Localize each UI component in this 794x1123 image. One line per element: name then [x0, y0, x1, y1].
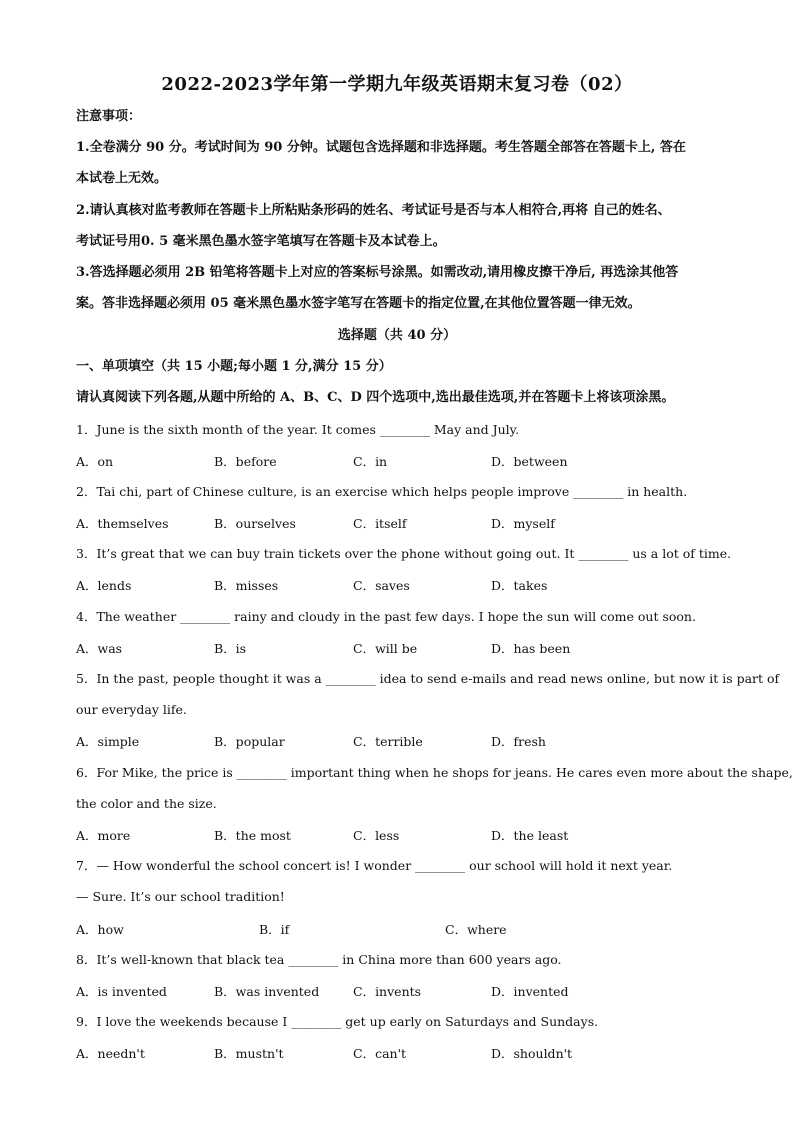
q2-option-c: C．itself: [353, 516, 407, 531]
q8-option-d: D．invented: [491, 984, 569, 999]
q8-option-a: A．is invented: [76, 984, 167, 999]
q1-option-d: D．between: [491, 454, 568, 469]
question-7: 7．— How wonderful the school concert is! I wonder ________ our school will hold it next year.: [76, 858, 673, 873]
q5-option-d: D．fresh: [491, 734, 546, 749]
question-1: 1．June is the sixth month of the year. It comes ________ May and July.: [76, 422, 520, 437]
notes-heading: 注意事项：: [76, 109, 142, 124]
q8-option-c: C．invents: [353, 984, 422, 999]
question-2: 2．Tai chi, part of Chinese culture, is an exercise which helps people improve ________ in health.: [76, 484, 688, 499]
section-heading: 选择题（共 40 分）: [337, 328, 457, 343]
question-6: 6．For Mike, the price is ________ important thing when he shops for jeans. He cares even more about the shape,: [76, 765, 793, 780]
q6-option-a: A．more: [76, 828, 131, 843]
instruction-text: 请认真阅读下列各题,从题中所给的 A、B、C、D 四个选项中,选出最佳选项,并在答题卡上将该项涂黑。: [76, 390, 675, 405]
q5-option-c: C．terrible: [353, 734, 423, 749]
q2-option-b: B．ourselves: [214, 516, 296, 531]
q7-option-b: B．if: [259, 922, 290, 937]
q2-option-a: A．themselves: [76, 516, 169, 531]
note-1-line-2: 本试卷上无效。: [76, 171, 168, 186]
q9-option-a: A．needn't: [76, 1046, 145, 1061]
q4-option-c: C．will be: [353, 641, 418, 656]
q7-option-c: C．where: [445, 922, 507, 937]
page-title: 2022-2023学年第一学期九年级英语期末复习卷（02）: [161, 74, 633, 95]
q6-option-d: D．the least: [491, 828, 569, 843]
question-4: 4．The weather ________ rainy and cloudy in the past few days. I hope the sun will come out soon.: [76, 609, 696, 624]
q9-option-b: B．mustn't: [214, 1046, 284, 1061]
q5-option-b: B．popular: [214, 734, 285, 749]
q4-option-a: A．was: [76, 641, 123, 656]
q3-option-a: A．lends: [76, 578, 132, 593]
note-2-line-1: 2.请认真核对监考教师在答题卡上所粘贴条形码的姓名、考试证号是否与本人相符合,再将 自己的姓名、: [76, 203, 671, 218]
part-heading: 一、单项填空（共 15 小题;每小题 1 分,满分 15 分）: [76, 359, 392, 374]
question-9: 9．I love the weekends because I ________ get up early on Saturdays and Sundays.: [76, 1014, 599, 1029]
q7-option-a: A．how: [76, 922, 124, 937]
question-5-cont: our everyday life.: [76, 702, 187, 717]
note-2-line-2: 考试证号用0. 5 毫米黑色墨水签字笔填写在答题卡及本试卷上。: [76, 234, 446, 249]
q6-option-c: C．less: [353, 828, 400, 843]
note-3-line-2: 案。答非选择题必须用 05 毫米黑色墨水签字笔写在答题卡的指定位置,在其他位置答题一律无效。: [76, 296, 641, 311]
q5-option-a: A．simple: [76, 734, 140, 749]
q8-option-b: B．was invented: [214, 984, 320, 999]
question-3: 3．It’s great that we can buy train tickets over the phone without going out. It ________ us a lot of time.: [76, 546, 732, 561]
question-6-cont: the color and the size.: [76, 796, 217, 811]
note-3-line-1: 3.答选择题必须用 2B 铅笔将答题卡上对应的答案标号涂黑。如需改动,请用橡皮擦干净后, 再选涂其他答: [76, 265, 679, 280]
q9-option-c: C．can't: [353, 1046, 407, 1061]
q1-option-c: C．in: [353, 454, 388, 469]
q4-option-d: D．has been: [491, 641, 571, 656]
question-8: 8．It’s well-known that black tea ________ in China more than 600 years ago.: [76, 952, 562, 967]
question-7-reply: — Sure. It’s our school tradition!: [76, 889, 285, 904]
q3-option-d: D．takes: [491, 578, 548, 593]
q3-option-b: B．misses: [214, 578, 279, 593]
q1-option-b: B．before: [214, 454, 277, 469]
q3-option-c: C．saves: [353, 578, 410, 593]
q9-option-d: D．shouldn't: [491, 1046, 573, 1061]
q2-option-d: D．myself: [491, 516, 555, 531]
note-1-line-1: 1.全卷满分 90 分。考试时间为 90 分钟。试题包含选择题和非选择题。考生答题全部答在答题卡上, 答在: [76, 140, 686, 155]
q4-option-b: B．is: [214, 641, 247, 656]
q6-option-b: B．the most: [214, 828, 291, 843]
q1-option-a: A．on: [76, 454, 114, 469]
question-5: 5．In the past, people thought it was a ________ idea to send e-mails and read news online, but now it is part of: [76, 671, 780, 686]
